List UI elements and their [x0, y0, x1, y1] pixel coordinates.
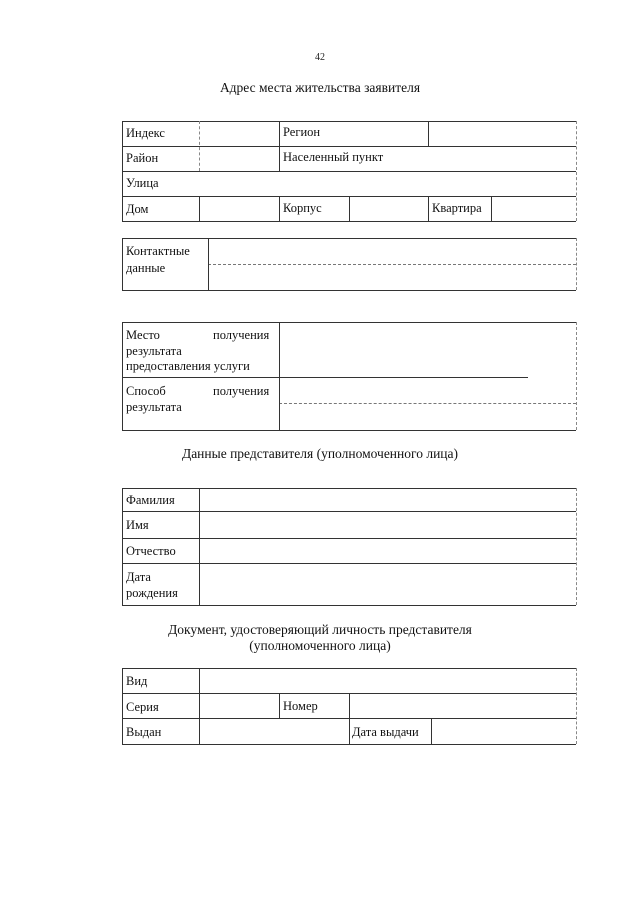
- doc-issue-date-label: Дата выдачи: [352, 725, 419, 739]
- street-label: Улица: [126, 176, 159, 190]
- surname-label: Фамилия: [126, 493, 175, 507]
- doc-issued-by-label: Выдан: [126, 725, 162, 739]
- doc-type-label: Вид: [126, 674, 148, 688]
- document-section-title-line1: Документ, удостоверяющий личность представителя: [168, 622, 472, 637]
- locality-label: Населенный пункт: [283, 150, 384, 164]
- birthdate-label-line1: Дата: [126, 570, 151, 584]
- index-label: Индекс: [126, 126, 165, 140]
- method-label-word2: получения: [213, 384, 270, 398]
- patronymic-label: Отчество: [126, 544, 176, 558]
- place-label-word2: получения: [213, 328, 270, 342]
- contacts-label-line1: Контактные: [126, 244, 190, 258]
- region-label: Регион: [283, 125, 321, 139]
- doc-series-label: Серия: [126, 700, 159, 714]
- building-label: Корпус: [283, 201, 322, 215]
- place-label-word1: Место: [126, 328, 160, 342]
- contacts-label-line2: данные: [126, 261, 166, 275]
- name-label: Имя: [126, 518, 149, 532]
- apartment-label: Квартира: [432, 201, 482, 215]
- house-label: Дом: [126, 202, 149, 216]
- document-section-title-line2: (уполномоченного лица): [249, 638, 391, 653]
- doc-number-label: Номер: [283, 699, 318, 713]
- page-number: 42: [315, 52, 325, 63]
- place-label-line2: результата: [126, 344, 182, 358]
- address-section-title: Адрес места жительства заявителя: [219, 80, 421, 95]
- representative-section-title: Данные представителя (уполномоченного лица): [181, 446, 459, 461]
- method-label-line2: результата: [126, 400, 182, 414]
- place-label-line3: предоставления услуги: [126, 359, 250, 373]
- birthdate-label-line2: рождения: [126, 586, 178, 600]
- method-label-word1: Способ: [126, 384, 166, 398]
- district-label: Район: [126, 151, 159, 165]
